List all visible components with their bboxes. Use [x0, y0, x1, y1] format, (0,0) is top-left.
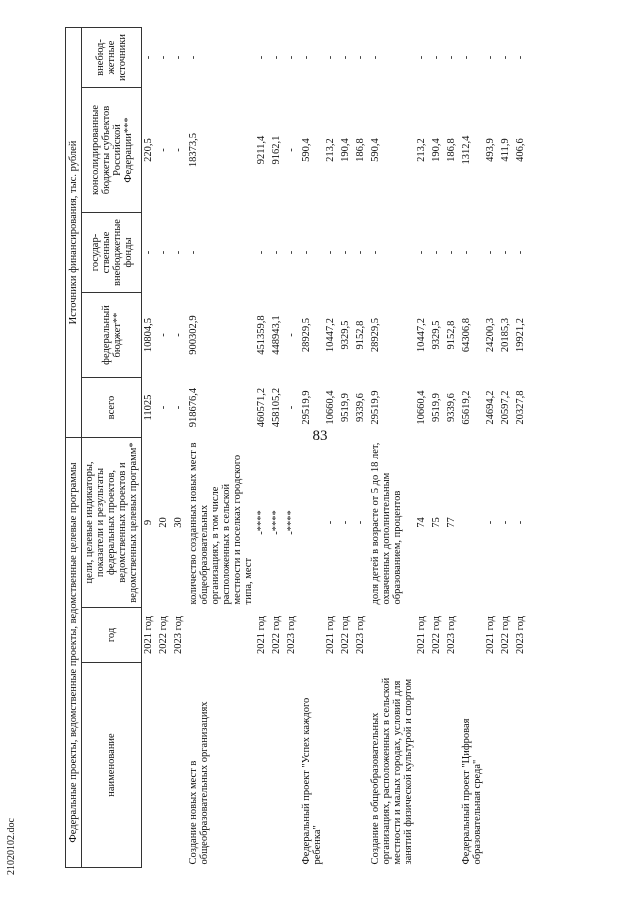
row-name [172, 663, 187, 868]
row-total: 20327,8 [515, 390, 527, 425]
row-year: 2021 год [325, 616, 337, 654]
row-state-funds: - [500, 250, 512, 255]
row-federal: 28929,5 [301, 317, 313, 353]
row-indicator: - [485, 520, 497, 525]
row-consolidated: 493,9 [485, 138, 497, 162]
row-total: 20597,2 [500, 390, 512, 425]
row-indicator: - [355, 520, 367, 525]
row-name: Федеральный проект "Успех каждого ребенка" [301, 697, 324, 865]
row-consolidated: 406,6 [515, 138, 527, 162]
row-extra: - [416, 55, 428, 60]
row-name [255, 663, 270, 868]
indicator-text: доля детей в возрасте от 5 до 18 лет, охваченных дополнительным образованием, процентов [370, 442, 404, 605]
row-state-funds: - [370, 250, 382, 255]
row-year: 2021 год [256, 616, 268, 654]
row-federal: 9329,5 [431, 320, 443, 350]
row-name [499, 663, 514, 868]
row-indicator [187, 438, 255, 608]
row-extra: - [173, 55, 185, 60]
row-state-funds: - [515, 250, 527, 255]
row-total: 24694,2 [485, 390, 497, 425]
header-year: год [82, 608, 142, 663]
row-extra: - [188, 55, 200, 60]
row-state-funds: - [158, 250, 170, 255]
table-row [157, 27, 172, 867]
row-indicator: -**** [256, 510, 268, 535]
table-row [172, 27, 187, 867]
row-name [285, 663, 300, 868]
row-indicator: 20 [158, 517, 170, 528]
row-name: Создание новых мест в общеобразовательных организациях [188, 701, 211, 865]
row-extra: - [325, 55, 337, 60]
row-total: 65619,2 [461, 390, 473, 425]
row-total: 918676,4 [188, 387, 200, 428]
row-federal: 10447,2 [416, 317, 428, 353]
row-state-funds: - [188, 250, 200, 255]
row-extra: - [286, 55, 298, 60]
header-projects: Федеральные проекты, ведомственные проекты, ведомственные целевые программы [66, 438, 82, 868]
row-federal: 451359,8 [256, 315, 268, 355]
row-indicator [369, 438, 415, 608]
row-consolidated: 190,4 [340, 138, 352, 162]
row-total: 29519,9 [370, 390, 382, 425]
row-state-funds: - [485, 250, 497, 255]
row-year: 2023 год [446, 616, 458, 654]
row-name [415, 663, 430, 868]
row-name [270, 663, 285, 868]
header-name: наименование [82, 663, 142, 868]
row-name [324, 663, 339, 868]
header-state-funds: государ-ственные внебюджетные фонды [82, 213, 142, 293]
row-name [445, 663, 460, 868]
row-total: 10660,4 [325, 390, 337, 425]
header-indicators: цели, целевые индикаторы, показатели и результаты федеральных проектов, ведомственных проектов и ведомственных целевых программ* [82, 438, 142, 608]
row-year [460, 608, 484, 663]
table-row [460, 27, 484, 867]
table-body [142, 27, 530, 867]
row-extra: - [143, 55, 155, 60]
row-total: 11025 [143, 394, 155, 421]
row-consolidated: 213,2 [325, 138, 337, 162]
row-consolidated: - [158, 148, 170, 152]
row-extra: - [301, 55, 313, 60]
row-state-funds: - [416, 250, 428, 255]
row-total: 29519,9 [301, 390, 313, 425]
row-consolidated: 590,4 [370, 138, 382, 162]
row-name [514, 663, 529, 868]
row-name: Федеральный проект "Цифровая образовательная среда" [461, 718, 484, 865]
row-federal: 20185,3 [500, 317, 512, 353]
row-state-funds: - [431, 250, 443, 255]
row-consolidated: 9162,1 [271, 135, 283, 165]
table-row [285, 27, 300, 867]
row-year: 2023 год [355, 616, 367, 654]
row-federal: 900302,9 [188, 315, 200, 355]
table-row [514, 27, 529, 867]
financing-table [65, 27, 529, 868]
row-total: 458105,2 [271, 387, 283, 428]
row-federal: - [286, 333, 298, 337]
table-row [324, 27, 339, 867]
header-sources: Источники финансирования, тыс. рублей [66, 27, 82, 437]
row-indicator: - [500, 520, 512, 525]
row-extra: - [485, 55, 497, 60]
row-extra: - [431, 55, 443, 60]
rotated-table-wrapper [65, 28, 551, 868]
row-indicator [460, 438, 484, 608]
row-state-funds: - [271, 250, 283, 255]
row-state-funds: - [446, 250, 458, 255]
table-row [300, 27, 324, 867]
row-year [187, 608, 255, 663]
row-year [300, 608, 324, 663]
table-row [415, 27, 430, 867]
row-state-funds: - [143, 250, 155, 255]
row-federal: 10804,5 [143, 317, 155, 353]
row-total: 9519,9 [340, 393, 352, 422]
row-year: 2023 год [515, 616, 527, 654]
row-total: - [286, 405, 298, 410]
header-consolidated-budgets: консолидированные бюджеты субъектов Российской Федерации*** [82, 88, 142, 213]
row-year: 2022 год [158, 616, 170, 654]
row-federal: 10447,2 [325, 317, 337, 353]
row-state-funds: - [340, 250, 352, 255]
row-consolidated: 186,8 [355, 138, 367, 162]
row-consolidated: 1312,4 [461, 135, 473, 165]
row-state-funds: - [173, 250, 185, 255]
row-federal: 19921,2 [515, 317, 527, 353]
row-year: 2023 год [286, 616, 298, 654]
row-federal: - [173, 333, 185, 337]
row-extra: - [370, 55, 382, 60]
row-name [142, 663, 158, 868]
row-consolidated: 18373,5 [188, 132, 200, 168]
row-total: 460571,2 [256, 387, 268, 428]
row-indicator [300, 438, 324, 608]
row-consolidated: 590,4 [301, 138, 313, 162]
row-federal: 24200,3 [485, 317, 497, 353]
row-year: 2022 год [500, 616, 512, 654]
row-year: 2022 год [340, 616, 352, 654]
table-row [499, 27, 514, 867]
footer-doc-name: 21020102.doc [6, 818, 17, 875]
row-consolidated: 213,2 [416, 138, 428, 162]
row-federal: 64306,8 [461, 317, 473, 353]
row-year: 2022 год [271, 616, 283, 654]
row-total: 10660,4 [416, 390, 428, 425]
row-total: - [158, 405, 170, 410]
row-state-funds: - [256, 250, 268, 255]
row-extra: - [355, 55, 367, 60]
row-indicator: 75 [431, 517, 443, 528]
row-consolidated: - [286, 148, 298, 152]
row-consolidated: 220,5 [143, 138, 155, 162]
row-extra: - [340, 55, 352, 60]
row-federal: 9152,8 [355, 320, 367, 350]
row-federal: - [158, 333, 170, 337]
table-row [484, 27, 499, 867]
table-row [187, 27, 255, 867]
row-extra: - [271, 55, 283, 60]
row-extra: - [515, 55, 527, 60]
row-state-funds: - [461, 250, 473, 255]
row-name [339, 663, 354, 868]
row-name: Создание в общеобразовательных организациях, расположенных в сельской местности и малых городах, условий для занятий физической культурой и спортом [370, 677, 415, 865]
header-federal-budget: федеральный бюджет** [82, 293, 142, 378]
row-indicator: 77 [446, 517, 458, 528]
row-year [369, 608, 415, 663]
page-number: 83 [312, 428, 328, 444]
row-consolidated: 411,9 [500, 138, 512, 162]
table-row [142, 27, 158, 867]
row-indicator: - [325, 520, 337, 525]
row-consolidated: 9211,4 [256, 135, 268, 165]
row-total: 9519,9 [431, 393, 443, 422]
row-federal: 9329,5 [340, 320, 352, 350]
row-year: 2022 год [431, 616, 443, 654]
table-row [430, 27, 445, 867]
row-federal: 448943,1 [271, 315, 283, 355]
header-extra-budget: внебюд-жетные источники [82, 27, 142, 87]
row-indicator: - [515, 520, 527, 525]
row-extra: - [256, 55, 268, 60]
row-consolidated: 186,8 [446, 138, 458, 162]
row-indicator: 74 [416, 517, 428, 528]
row-indicator: - [340, 520, 352, 525]
row-state-funds: - [325, 250, 337, 255]
row-state-funds: - [286, 250, 298, 255]
row-year: 2021 год [143, 616, 155, 654]
row-total: - [173, 405, 185, 410]
row-year: 2023 год [173, 616, 185, 654]
row-total: 9339,6 [446, 393, 458, 422]
row-indicator: -**** [286, 510, 298, 535]
table-row [270, 27, 285, 867]
row-indicator: 9 [143, 519, 155, 526]
row-total: 9339,6 [355, 393, 367, 422]
table-row [339, 27, 354, 867]
table-row [369, 27, 415, 867]
table-row [255, 27, 270, 867]
row-consolidated: 190,4 [431, 138, 443, 162]
row-name [354, 663, 369, 868]
row-consolidated: - [173, 148, 185, 152]
table-row [354, 27, 369, 867]
row-federal: 9152,8 [446, 320, 458, 350]
row-state-funds: - [301, 250, 313, 255]
row-extra: - [461, 55, 473, 60]
row-state-funds: - [355, 250, 367, 255]
row-name [157, 663, 172, 868]
row-indicator: 30 [173, 517, 185, 528]
row-indicator: -**** [271, 510, 283, 535]
row-name [430, 663, 445, 868]
table-row [445, 27, 460, 867]
row-year: 2021 год [416, 616, 428, 654]
row-federal: 28929,5 [370, 317, 382, 353]
row-extra: - [446, 55, 458, 60]
row-year: 2021 год [485, 616, 497, 654]
indicator-text: количество созданных новых мест в общеобразовательных организациях, в том числе расположенных в сельской местности и поселках городского типа, мест [188, 442, 255, 605]
row-extra: - [500, 55, 512, 60]
header-total: всего [82, 378, 142, 438]
row-name [484, 663, 499, 868]
row-extra: - [158, 55, 170, 60]
